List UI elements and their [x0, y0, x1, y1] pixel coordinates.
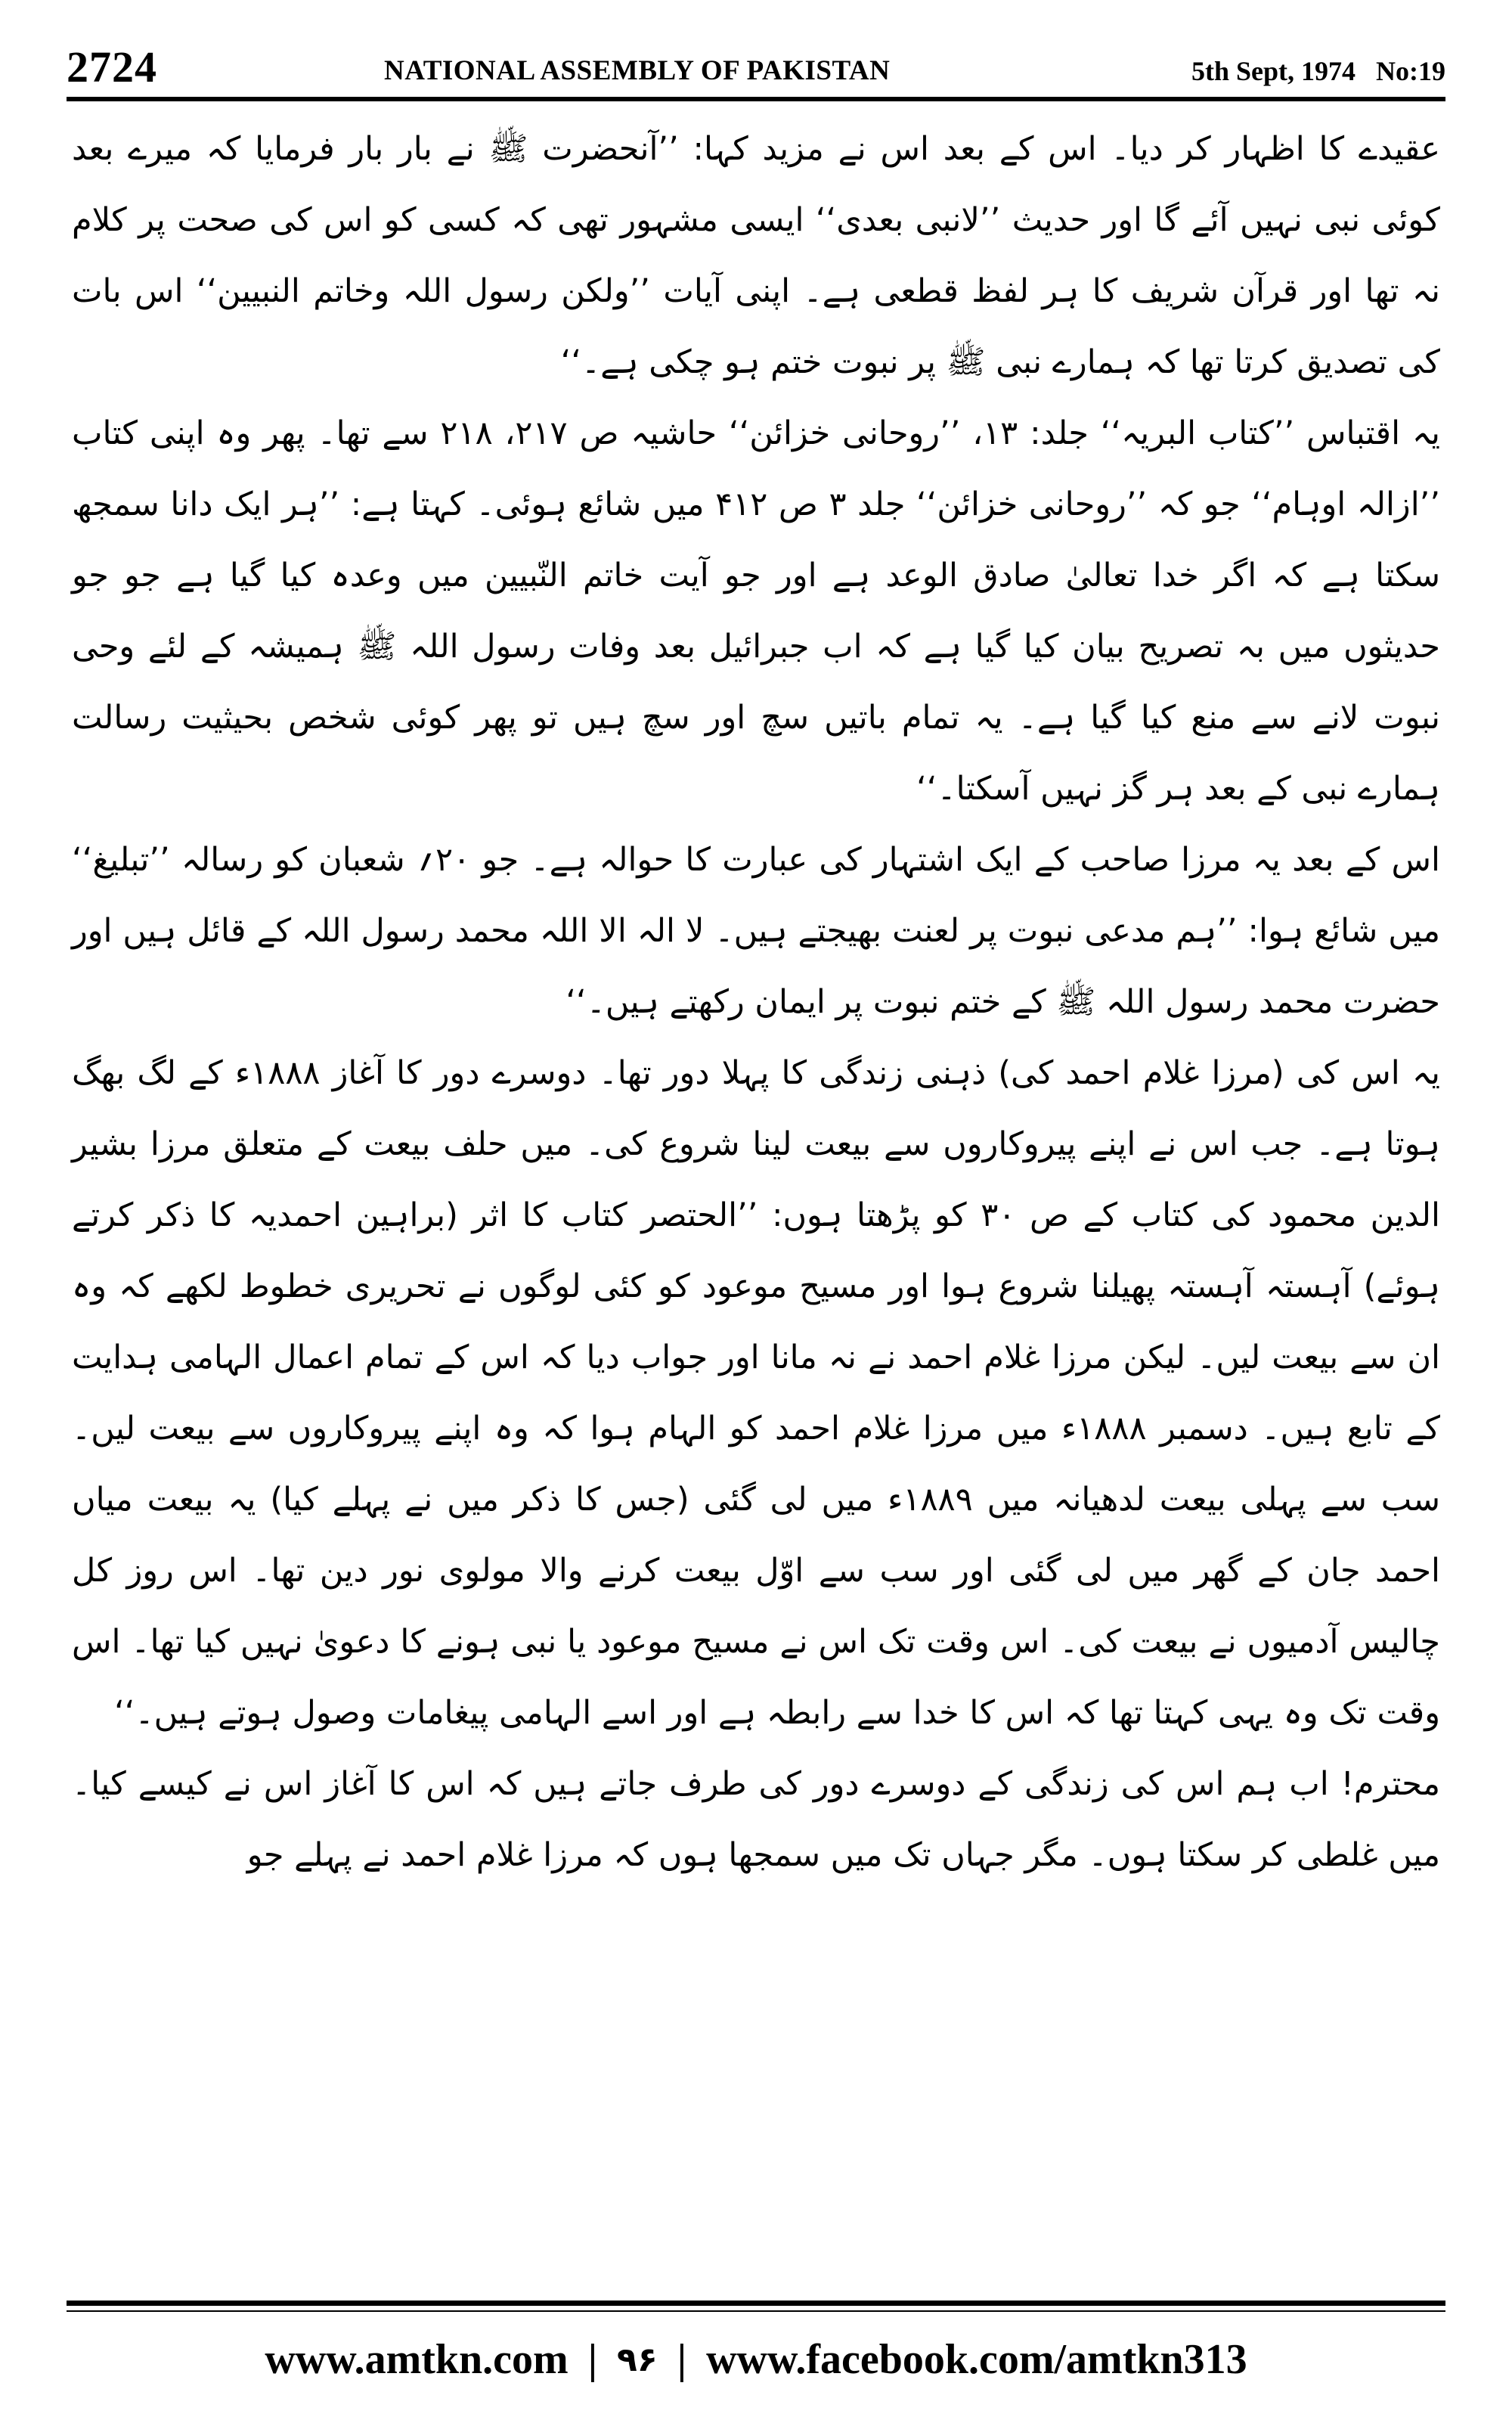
paragraph-3: اس کے بعد یہ مرزا صاحب کے ایک اشتہار کی عبارت کا حوالہ ہے۔ جو ۲۰؍ شعبان کو رسالہ ’’تبلیغ‘‘ میں شائع ہوا: ’’ہم مدعی نبوت پر لعنت بھیجتے ہیں۔ لا الہ الا اللہ محمد رسول اللہ کے قائل ہیں اور حضرت محمد رسول اللہ ﷺ کے ختم نبوت پر ایمان رکھتے ہیں۔‘‘	[72, 841, 1440, 1021]
header-rule	[67, 97, 1445, 101]
paragraph-1: عقیدے کا اظہار کر دیا۔ اس کے بعد اس نے مزید کہا: ’’آنحضرت ﷺ نے بار بار فرمایا کہ میرے بعد کوئی نبی نہیں آئے گا اور حدیث ’’لانبی بعدی‘‘ ایسی مشہور تھی کہ کسی کو اس کی صحت پر کلام نہ تھا اور قرآن شریف کا ہر لفظ قطعی ہے۔ اپنی آیات ’’ولکن رسول اللہ وخاتم النبیین‘‘ اس بات کی تصدیق کرتا تھا کہ ہمارے نبی ﷺ پر نبوت ختم ہو چکی ہے۔‘‘	[72, 130, 1440, 381]
page-header	[67, 29, 1445, 92]
paragraph-5: محترم! اب ہم اس کی زندگی کے دوسرے دور کی طرف جاتے ہیں کہ اس کا آغاز اس نے کیسے کیا۔ میں غلطی کر سکتا ہوں۔ مگر جہاں تک میں سمجھا ہوں کہ مرزا غلام احمد نے پہلے جو	[72, 1765, 1440, 1874]
paragraph-4: یہ اس کی (مرزا غلام احمد کی) ذہنی زندگی کا پہلا دور تھا۔ دوسرے دور کا آغاز ۱۸۸۸ء کے لگ بھگ ہوتا ہے۔ جب اس نے اپنے پیروکاروں سے بیعت لینا شروع کی۔ میں حلف بیعت کے متعلق مرزا بشیر الدین محمود کی کتاب کے ص ۳۰ کو پڑھتا ہوں: ’’الحتصر کتاب کا اثر (براہین احمدیہ کا ذکر کرتے ہوئے) آہستہ آہستہ پھیلنا شروع ہوا اور مسیح موعود کو کئی لوگوں نے تحریری خطوط لکھے کہ وہ ان سے بیعت لیں۔ لیکن مرزا غلام احمد نے نہ مانا اور جواب دیا کہ اس کے تمام اعمال الہامی ہدایت کے تابع ہیں۔ دسمبر ۱۸۸۸ء میں مرزا غلام احمد کو الہام ہوا کہ وہ اپنے پیروکاروں سے بیعت لیں۔ سب سے پہلی بیعت لدھیانہ میں ۱۸۸۹ء میں لی گئی (جس کا ذکر میں نے پہلے کیا) یہ بیعت میاں احمد جان کے گھر میں لی گئی اور سب سے اوّل بیعت کرنے والا مولوی نور دین تھا۔ اس روز کل چالیس آدمیوں نے بیعت کی۔ اس وقت تک اس نے مسیح موعود یا نبی ہونے کا دعویٰ نہیں کیا تھا۔ اس وقت تک وہ یہی کہتا تھا کہ اس کا خدا سے رابطہ ہے اور اسے الہامی پیغامات وصول ہوتے ہیں۔‘‘	[72, 1054, 1441, 1732]
page-footer	[67, 2329, 1445, 2390]
header-issue: No:19	[1376, 56, 1445, 86]
footer-page-marker: ۹۶	[617, 2340, 658, 2379]
footer-separator: |	[677, 2336, 687, 2383]
page-number: 2724	[67, 42, 157, 92]
header-date-issue	[1191, 57, 1445, 89]
footer-website-link[interactable]: www.amtkn.com	[265, 2336, 569, 2383]
body-text	[72, 113, 1440, 2291]
header-date: 5th Sept, 1974	[1191, 56, 1356, 86]
footer-facebook-link[interactable]: www.facebook.com/amtkn313	[706, 2336, 1247, 2383]
header-title: NATIONAL ASSEMBLY OF PAKISTAN	[384, 55, 891, 86]
footer-separator: |	[587, 2336, 598, 2383]
footer-rule	[67, 2301, 1445, 2306]
footer-rule-thin	[67, 2310, 1445, 2312]
paragraph-2: یہ اقتباس ’’کتاب البریہ‘‘ جلد: ۱۳، ’’روحانی خزائن‘‘ حاشیہ ص ۲۱۷، ۲۱۸ سے تھا۔ پھر وہ اپنی کتاب ’’ازالہ اوہام‘‘ جو کہ ’’روحانی خزائن‘‘ جلد ۳ ص ۴۱۲ میں شائع ہوئی۔ کہتا ہے: ’’ہر ایک دانا سمجھ سکتا ہے کہ اگر خدا تعالیٰ صادق الوعد ہے اور جو آیت خاتم النّبیین میں وعدہ کیا گیا ہے جو جو حدیثوں میں بہ تصریح بیان کیا گیا ہے کہ اب جبرائیل بعد وفات رسول اللہ ﷺ ہمیشہ کے لئے وحی نبوت لانے سے منع کیا گیا ہے۔ یہ تمام باتیں سچ اور سچ ہیں تو پھر کوئی شخص بحیثیت رسالت ہمارے نبی کے بعد ہر گز نہیں آسکتا۔‘‘	[72, 414, 1440, 808]
